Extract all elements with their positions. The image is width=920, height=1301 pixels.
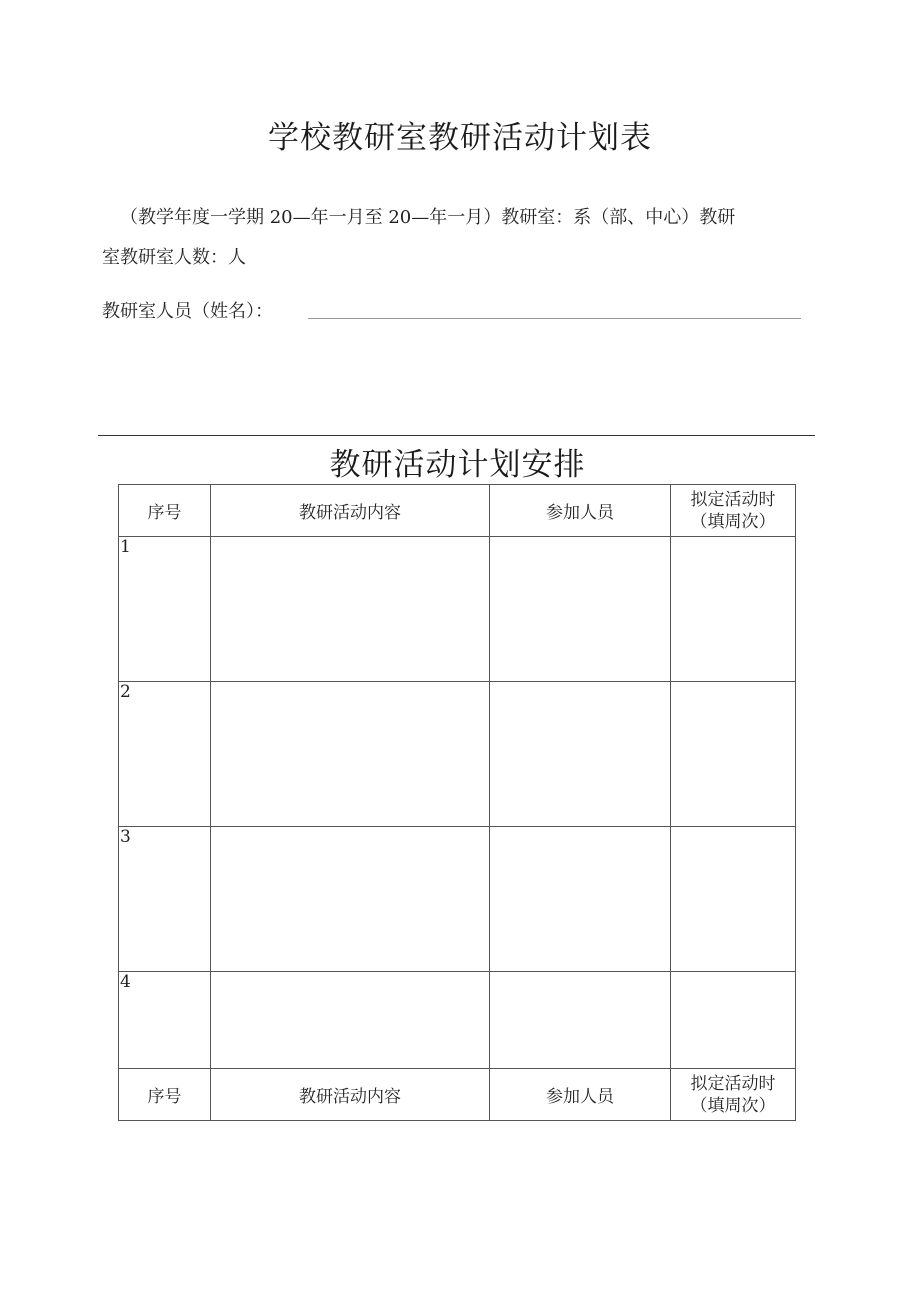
section-title: 教研活动计划安排: [329, 447, 586, 483]
row-number: [119, 827, 211, 972]
header-schedule: [671, 485, 796, 537]
row-number: [119, 972, 211, 1069]
row-number-text: 2: [120, 682, 131, 702]
footer-schedule-line1: 拟定活动时: [690, 1073, 776, 1094]
header-schedule-line2: （填周次）: [690, 511, 776, 532]
row-content-cell[interactable]: [211, 827, 490, 972]
footer-schedule-line2: （填周次）: [690, 1095, 776, 1116]
header-schedule-line1: 拟定活动时: [690, 489, 776, 510]
row-number: [119, 537, 211, 682]
footer-schedule: [671, 1069, 796, 1121]
row-number-text: 4: [120, 972, 131, 992]
row-content-cell[interactable]: [211, 972, 490, 1069]
table-header-row: [119, 485, 796, 537]
table-row: [119, 972, 796, 1069]
table-footer-row: [119, 1069, 796, 1121]
row-participants-cell[interactable]: [490, 972, 671, 1069]
document-title: 学校教研室教研活动计划表: [268, 120, 652, 156]
activity-plan-table: [118, 484, 796, 1121]
header-seq: 序号: [119, 485, 211, 537]
row-schedule-cell[interactable]: [671, 827, 796, 972]
row-participants-cell[interactable]: [490, 827, 671, 972]
row-number-text: 3: [120, 827, 131, 847]
row-content-cell[interactable]: [211, 682, 490, 827]
row-participants-cell[interactable]: [490, 537, 671, 682]
row-number: [119, 682, 211, 827]
table-row: [119, 537, 796, 682]
header-participants: 参加人员: [490, 485, 671, 537]
academic-year-info: （教学年度一学期 20—年一月至 20—年一月）教研室：系（部、中心）教研: [120, 207, 736, 228]
members-label: 教研室人员（姓名）：: [102, 301, 273, 322]
footer-seq: 序号: [119, 1069, 211, 1121]
table-row: [119, 682, 796, 827]
row-schedule-cell[interactable]: [671, 972, 796, 1069]
office-headcount-info: 室教研室人数：人: [102, 247, 246, 268]
header-content: 教研活动内容: [211, 485, 490, 537]
footer-participants: 参加人员: [490, 1069, 671, 1121]
footer-content: 教研活动内容: [211, 1069, 490, 1121]
table-row: [119, 827, 796, 972]
members-fill-line[interactable]: [308, 318, 801, 319]
row-schedule-cell[interactable]: [671, 682, 796, 827]
section-divider: [98, 435, 815, 436]
row-number-text: 1: [120, 537, 131, 557]
row-schedule-cell[interactable]: [671, 537, 796, 682]
row-participants-cell[interactable]: [490, 682, 671, 827]
row-content-cell[interactable]: [211, 537, 490, 682]
